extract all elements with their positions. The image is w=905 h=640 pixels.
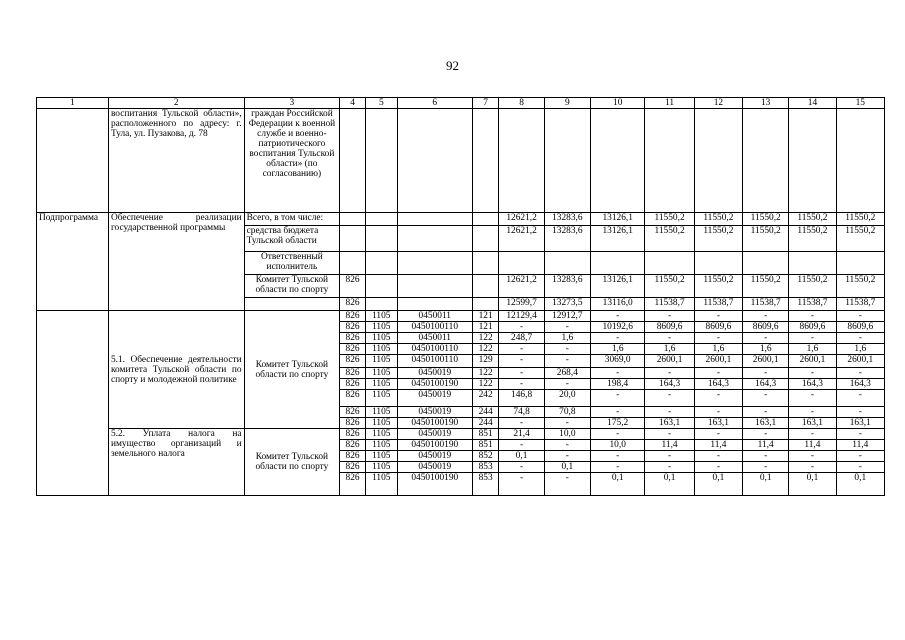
value-cell: 11550,2 <box>694 213 742 226</box>
value-cell: 1,6 <box>789 344 836 355</box>
value-cell: - <box>499 344 544 355</box>
code-cell: 1105 <box>365 429 397 440</box>
value-cell: 1,6 <box>694 344 742 355</box>
value-cell: - <box>789 407 836 418</box>
value-cell: - <box>789 368 836 379</box>
value-cell: 0,1 <box>645 473 694 496</box>
table-row <box>37 98 885 109</box>
value-cell: 164,3 <box>743 379 789 390</box>
code-cell: 826 <box>340 390 366 407</box>
value-cell: 11538,7 <box>645 298 694 311</box>
value-cell: 11538,7 <box>694 298 742 311</box>
column-header: 12 <box>694 98 742 109</box>
page-number: 92 <box>446 58 459 73</box>
empty-cell <box>365 298 397 311</box>
empty-cell <box>37 109 109 213</box>
value-cell: - <box>645 407 694 418</box>
column-header: 7 <box>472 98 499 109</box>
value-cell: - <box>544 440 590 451</box>
value-cell: - <box>836 429 884 440</box>
value-cell: - <box>694 390 742 407</box>
code-cell: 1105 <box>365 379 397 390</box>
value-cell: 13283,6 <box>544 275 590 298</box>
value-cell: - <box>743 451 789 462</box>
value-cell: - <box>645 333 694 344</box>
code-cell: 826 <box>340 407 366 418</box>
value-cell: 268,4 <box>544 368 590 379</box>
column-header: 8 <box>499 98 544 109</box>
value-cell: - <box>590 462 644 473</box>
value-cell: 3069,0 <box>590 355 644 368</box>
value-cell: 11538,7 <box>836 298 884 311</box>
value-cell: 175,2 <box>590 418 644 429</box>
value-cell: 11550,2 <box>645 275 694 298</box>
value-cell: - <box>789 429 836 440</box>
empty-cell <box>244 298 340 311</box>
value-cell: 11550,2 <box>789 275 836 298</box>
value-cell: - <box>544 355 590 368</box>
value-cell: 10,0 <box>590 440 644 451</box>
code-cell: 121 <box>472 322 499 333</box>
value-cell: - <box>743 407 789 418</box>
empty-cell <box>397 298 472 311</box>
empty-cell <box>365 226 397 252</box>
value-cell: - <box>499 355 544 368</box>
code-cell: 1105 <box>365 355 397 368</box>
value-cell: 164,3 <box>645 379 694 390</box>
empty-cell <box>789 252 836 275</box>
row-label: Всего, в том числе: <box>244 213 340 226</box>
column-header: 5 <box>365 98 397 109</box>
column-header: 15 <box>836 98 884 109</box>
value-cell: - <box>694 429 742 440</box>
code-cell: 0450019 <box>397 429 472 440</box>
value-cell: - <box>743 462 789 473</box>
code-cell: 0450100190 <box>397 418 472 429</box>
value-cell: 11550,2 <box>789 226 836 252</box>
empty-cell <box>340 226 366 252</box>
code-cell: 0450100110 <box>397 355 472 368</box>
value-cell: 12621,2 <box>499 226 544 252</box>
value-cell: 13283,6 <box>544 226 590 252</box>
value-cell: 11550,2 <box>836 275 884 298</box>
value-cell: 1,6 <box>836 344 884 355</box>
value-cell: - <box>694 368 742 379</box>
subprogram-label: Подпрограмма <box>37 213 109 311</box>
code-cell: 853 <box>472 462 499 473</box>
code-cell: 0450019 <box>397 462 472 473</box>
code-cell: 1105 <box>365 451 397 462</box>
value-cell: 0,1 <box>836 473 884 496</box>
code-cell: 826 <box>340 298 366 311</box>
code-cell: 826 <box>340 429 366 440</box>
value-cell: 11538,7 <box>789 298 836 311</box>
value-cell: 163,1 <box>789 418 836 429</box>
subprogram-title: Обеспечение реализации государственной программы <box>108 213 244 311</box>
empty-cell <box>499 252 544 275</box>
value-cell: - <box>694 462 742 473</box>
continued-text: воспитания Тульской области», расположенного по адресу: г. Тула, ул. Пузакова, д. 78 <box>108 109 244 213</box>
code-cell: 1105 <box>365 344 397 355</box>
value-cell: 2600,1 <box>743 355 789 368</box>
code-cell: 1105 <box>365 333 397 344</box>
value-cell: - <box>743 390 789 407</box>
value-cell: - <box>743 333 789 344</box>
value-cell: - <box>743 368 789 379</box>
value-cell: 12599,7 <box>499 298 544 311</box>
value-cell: - <box>694 451 742 462</box>
value-cell: - <box>743 429 789 440</box>
value-cell: - <box>590 311 644 322</box>
value-cell: 11550,2 <box>743 226 789 252</box>
value-cell: 248,7 <box>499 333 544 344</box>
value-cell: 12621,2 <box>499 213 544 226</box>
value-cell: - <box>645 311 694 322</box>
value-cell: 8609,6 <box>836 322 884 333</box>
code-cell: 0450011 <box>397 311 472 322</box>
value-cell: - <box>836 333 884 344</box>
table-row <box>37 109 885 213</box>
value-cell: - <box>836 368 884 379</box>
value-cell: 164,3 <box>836 379 884 390</box>
value-cell: - <box>645 451 694 462</box>
value-cell: 8609,6 <box>645 322 694 333</box>
code-cell: 0450019 <box>397 368 472 379</box>
empty-cell <box>340 213 366 226</box>
value-cell: 164,3 <box>789 379 836 390</box>
empty-cell <box>37 311 109 496</box>
empty-cell <box>836 252 884 275</box>
value-cell: 74,8 <box>499 407 544 418</box>
code-cell: 122 <box>472 333 499 344</box>
column-header: 9 <box>544 98 590 109</box>
table-row <box>37 311 885 322</box>
value-cell: 13126,1 <box>590 275 644 298</box>
code-cell: 0450100110 <box>397 344 472 355</box>
code-cell: 826 <box>340 418 366 429</box>
value-cell: - <box>836 451 884 462</box>
value-cell: 13273,5 <box>544 298 590 311</box>
event-title: 5.2. Уплата налога на имущество организаций и земельного налога <box>108 429 244 496</box>
value-cell: 11550,2 <box>743 275 789 298</box>
value-cell: 11550,2 <box>694 275 742 298</box>
value-cell: 11,4 <box>789 440 836 451</box>
value-cell: - <box>544 379 590 390</box>
value-cell: - <box>544 418 590 429</box>
code-cell: 1105 <box>365 462 397 473</box>
value-cell: - <box>544 473 590 496</box>
value-cell: - <box>499 322 544 333</box>
value-cell: 11550,2 <box>694 226 742 252</box>
empty-cell <box>365 275 397 298</box>
code-cell: 826 <box>340 379 366 390</box>
code-cell: 0450100190 <box>397 473 472 496</box>
value-cell: 11550,2 <box>743 213 789 226</box>
value-cell: - <box>789 451 836 462</box>
budget-table <box>36 97 885 496</box>
value-cell: 12912,7 <box>544 311 590 322</box>
value-cell: 11538,7 <box>743 298 789 311</box>
code-cell: 0450100190 <box>397 379 472 390</box>
empty-cell <box>694 109 742 213</box>
code-cell: 1105 <box>365 368 397 379</box>
value-cell: 163,1 <box>694 418 742 429</box>
value-cell: 8609,6 <box>743 322 789 333</box>
value-cell: 10,0 <box>544 429 590 440</box>
value-cell: 1,6 <box>645 344 694 355</box>
empty-cell <box>472 109 499 213</box>
code-cell: 826 <box>340 344 366 355</box>
value-cell: 21,4 <box>499 429 544 440</box>
column-header: 3 <box>244 98 340 109</box>
value-cell: 11,4 <box>694 440 742 451</box>
empty-cell <box>340 109 366 213</box>
value-cell: - <box>645 462 694 473</box>
value-cell: - <box>789 462 836 473</box>
code-cell: 122 <box>472 368 499 379</box>
code-cell: 826 <box>340 473 366 496</box>
value-cell: 13116,0 <box>590 298 644 311</box>
value-cell: 0,1 <box>499 451 544 462</box>
value-cell: 0,1 <box>743 473 789 496</box>
value-cell: 163,1 <box>743 418 789 429</box>
value-cell: 164,3 <box>694 379 742 390</box>
empty-cell <box>472 275 499 298</box>
empty-cell <box>397 252 472 275</box>
value-cell: 11550,2 <box>789 213 836 226</box>
empty-cell <box>472 213 499 226</box>
value-cell: 163,1 <box>836 418 884 429</box>
value-cell: 8609,6 <box>694 322 742 333</box>
code-cell: 1105 <box>365 311 397 322</box>
value-cell: 2600,1 <box>694 355 742 368</box>
value-cell: - <box>499 418 544 429</box>
code-cell: 242 <box>472 390 499 407</box>
value-cell: - <box>544 344 590 355</box>
code-cell: 244 <box>472 418 499 429</box>
empty-cell <box>789 109 836 213</box>
value-cell: 1,6 <box>743 344 789 355</box>
value-cell: - <box>694 333 742 344</box>
value-cell: - <box>499 462 544 473</box>
value-cell: - <box>694 311 742 322</box>
value-cell: - <box>789 390 836 407</box>
code-cell: 826 <box>340 275 366 298</box>
value-cell: 0,1 <box>789 473 836 496</box>
row-label: средства бюджета Тульской области <box>244 226 340 252</box>
value-cell: - <box>836 390 884 407</box>
value-cell: - <box>590 407 644 418</box>
value-cell: 20,0 <box>544 390 590 407</box>
value-cell: 11,4 <box>836 440 884 451</box>
value-cell: - <box>499 379 544 390</box>
empty-cell <box>694 252 742 275</box>
empty-cell <box>836 109 884 213</box>
value-cell: - <box>499 368 544 379</box>
value-cell: - <box>789 333 836 344</box>
column-header: 10 <box>590 98 644 109</box>
value-cell: 11550,2 <box>836 213 884 226</box>
value-cell: - <box>743 311 789 322</box>
empty-cell <box>645 252 694 275</box>
empty-cell <box>472 298 499 311</box>
value-cell: 12621,2 <box>499 275 544 298</box>
column-header: 1 <box>37 98 109 109</box>
value-cell: 11,4 <box>645 440 694 451</box>
code-cell: 0450100110 <box>397 322 472 333</box>
row-label: Ответственный исполнитель <box>244 252 340 275</box>
code-cell: 1105 <box>365 322 397 333</box>
value-cell: 1,6 <box>590 344 644 355</box>
value-cell: 2600,1 <box>645 355 694 368</box>
column-header: 4 <box>340 98 366 109</box>
event-title: 5.1. Обеспечение деятельности комитета Тульской области по спорту и молодежной политике <box>108 311 244 429</box>
column-header: 11 <box>645 98 694 109</box>
event-executor: Комитет Тульской области по спорту <box>244 429 340 496</box>
column-header: 14 <box>789 98 836 109</box>
code-cell: 0450019 <box>397 390 472 407</box>
code-cell: 826 <box>340 322 366 333</box>
empty-cell <box>544 109 590 213</box>
empty-cell <box>743 252 789 275</box>
empty-cell <box>397 109 472 213</box>
value-cell: - <box>499 440 544 451</box>
code-cell: 826 <box>340 355 366 368</box>
value-cell: 11550,2 <box>645 226 694 252</box>
value-cell: 13283,6 <box>544 213 590 226</box>
empty-cell <box>365 252 397 275</box>
code-cell: 1105 <box>365 407 397 418</box>
empty-cell <box>590 109 644 213</box>
value-cell: - <box>645 368 694 379</box>
code-cell: 851 <box>472 440 499 451</box>
code-cell: 0450011 <box>397 333 472 344</box>
code-cell: 1105 <box>365 473 397 496</box>
empty-cell <box>340 252 366 275</box>
value-cell: - <box>590 429 644 440</box>
value-cell: 11,4 <box>743 440 789 451</box>
value-cell: - <box>544 322 590 333</box>
empty-cell <box>743 109 789 213</box>
empty-cell <box>645 109 694 213</box>
empty-cell <box>590 252 644 275</box>
value-cell: 11550,2 <box>645 213 694 226</box>
code-cell: 826 <box>340 462 366 473</box>
row-label: Комитет Тульской области по спорту <box>244 275 340 298</box>
empty-cell <box>544 252 590 275</box>
code-cell: 853 <box>472 473 499 496</box>
value-cell: 8609,6 <box>789 322 836 333</box>
empty-cell <box>397 226 472 252</box>
value-cell: 1,6 <box>544 333 590 344</box>
code-cell: 826 <box>340 311 366 322</box>
value-cell: - <box>836 407 884 418</box>
value-cell: 13126,1 <box>590 213 644 226</box>
code-cell: 244 <box>472 407 499 418</box>
value-cell: - <box>499 473 544 496</box>
column-header: 6 <box>397 98 472 109</box>
code-cell: 1105 <box>365 390 397 407</box>
value-cell: - <box>645 390 694 407</box>
table-row <box>37 429 885 440</box>
value-cell: - <box>836 311 884 322</box>
value-cell: 0,1 <box>544 462 590 473</box>
value-cell: - <box>645 429 694 440</box>
empty-cell <box>472 252 499 275</box>
code-cell: 851 <box>472 429 499 440</box>
event-executor: Комитет Тульской области по спорту <box>244 311 340 429</box>
continued-executor: граждан Российской Федерации к военной службе и военно-патриотического воспитания Тульской области» (по согласованию) <box>244 109 340 213</box>
code-cell: 826 <box>340 368 366 379</box>
column-header: 13 <box>743 98 789 109</box>
value-cell: 146,8 <box>499 390 544 407</box>
code-cell: 1105 <box>365 440 397 451</box>
value-cell: 70,8 <box>544 407 590 418</box>
value-cell: - <box>544 451 590 462</box>
code-cell: 1105 <box>365 418 397 429</box>
code-cell: 852 <box>472 451 499 462</box>
value-cell: 198,4 <box>590 379 644 390</box>
value-cell: - <box>789 311 836 322</box>
value-cell: 11550,2 <box>836 226 884 252</box>
code-cell: 0450019 <box>397 407 472 418</box>
column-header: 2 <box>108 98 244 109</box>
code-cell: 129 <box>472 355 499 368</box>
value-cell: - <box>590 333 644 344</box>
value-cell: 2600,1 <box>789 355 836 368</box>
value-cell: - <box>590 390 644 407</box>
code-cell: 121 <box>472 311 499 322</box>
code-cell: 122 <box>472 379 499 390</box>
value-cell: 0,1 <box>694 473 742 496</box>
empty-cell <box>499 109 544 213</box>
value-cell: 0,1 <box>590 473 644 496</box>
value-cell: 13126,1 <box>590 226 644 252</box>
code-cell: 0450019 <box>397 451 472 462</box>
value-cell: 12129,4 <box>499 311 544 322</box>
code-cell: 122 <box>472 344 499 355</box>
value-cell: - <box>694 407 742 418</box>
code-cell: 826 <box>340 451 366 462</box>
value-cell: - <box>590 451 644 462</box>
value-cell: 163,1 <box>645 418 694 429</box>
empty-cell <box>397 275 472 298</box>
empty-cell <box>397 213 472 226</box>
code-cell: 0450100190 <box>397 440 472 451</box>
value-cell: 10192,6 <box>590 322 644 333</box>
empty-cell <box>365 213 397 226</box>
empty-cell <box>472 226 499 252</box>
table-row <box>37 213 885 226</box>
code-cell: 826 <box>340 440 366 451</box>
empty-cell <box>365 109 397 213</box>
value-cell: - <box>836 462 884 473</box>
code-cell: 826 <box>340 333 366 344</box>
value-cell: 2600,1 <box>836 355 884 368</box>
value-cell: - <box>590 368 644 379</box>
